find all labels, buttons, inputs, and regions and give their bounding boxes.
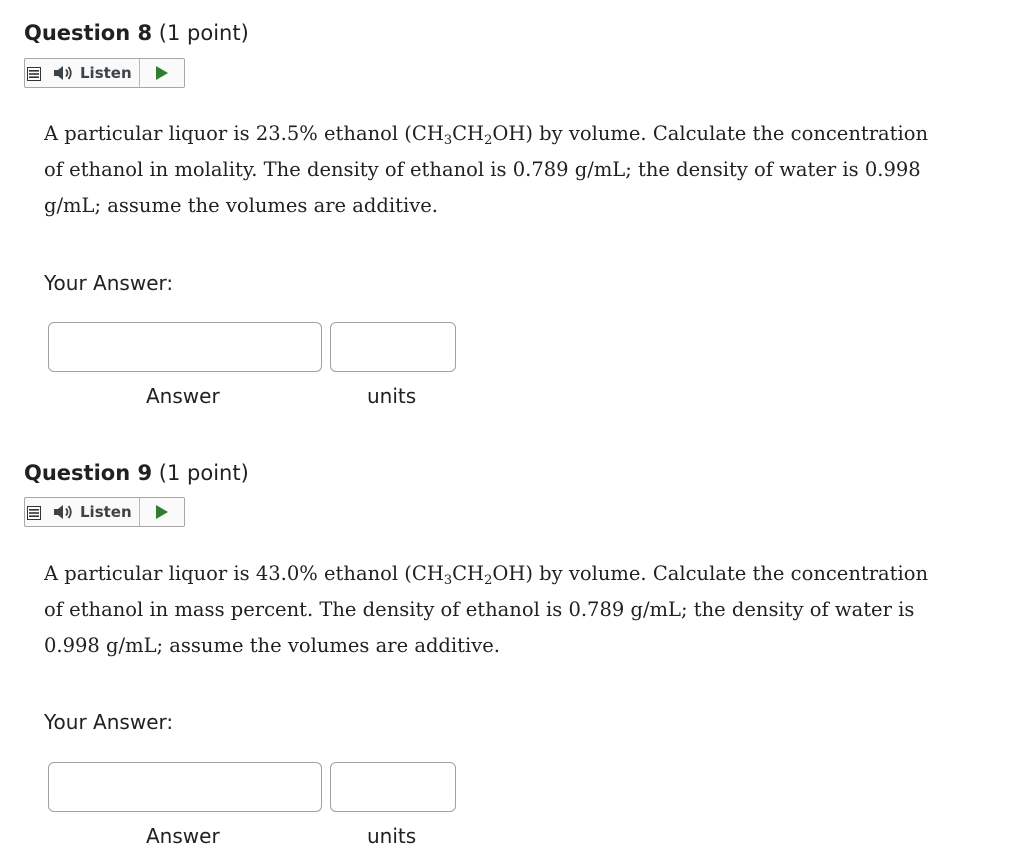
question-points: (1 point) xyxy=(158,461,249,485)
answer-caption: Answer xyxy=(146,824,220,848)
question-label: Question 9 xyxy=(24,461,153,485)
units-input[interactable] xyxy=(330,762,456,812)
listen-label: Listen xyxy=(80,503,132,521)
question-title xyxy=(24,460,249,486)
question-text: A particular liquor is 43.0% ethanol $(CH_3CH_2OH)$ by volume. Calculate the concentration of ethanol in mass percent. The density of ethanol is 0.789 g/mL; the density of water is 0.998 g/mL; assume the volumes are additive. xyxy=(44,562,929,657)
your-answer-label: Your Answer: xyxy=(44,710,174,734)
listen-toolbar xyxy=(24,497,185,527)
question-label: Question 8 xyxy=(24,21,153,45)
menu-icon[interactable] xyxy=(27,67,41,81)
answer-input[interactable] xyxy=(48,762,322,812)
listen-toolbar xyxy=(24,58,185,88)
question-text: A particular liquor is 23.5% ethanol $(CH_3CH_2OH)$ by volume. Calculate the concentration of ethanol in molality. The density of ethanol is 0.789 g/mL; the density of water is 0.998 g/mL; assume the volumes are additive. xyxy=(44,122,929,217)
units-caption: units xyxy=(367,384,417,408)
speaker-icon xyxy=(52,63,74,83)
answer-input[interactable] xyxy=(48,322,322,372)
units-caption: units xyxy=(367,824,417,848)
question-title xyxy=(24,20,249,46)
speaker-icon xyxy=(52,502,74,522)
menu-icon[interactable] xyxy=(27,506,41,520)
answer-caption: Answer xyxy=(146,384,220,408)
question-points: (1 point) xyxy=(158,21,249,45)
listen-label: Listen xyxy=(80,64,132,82)
units-input[interactable] xyxy=(330,322,456,372)
your-answer-label: Your Answer: xyxy=(44,271,174,295)
play-icon[interactable] xyxy=(140,498,184,526)
play-icon[interactable] xyxy=(140,59,184,87)
